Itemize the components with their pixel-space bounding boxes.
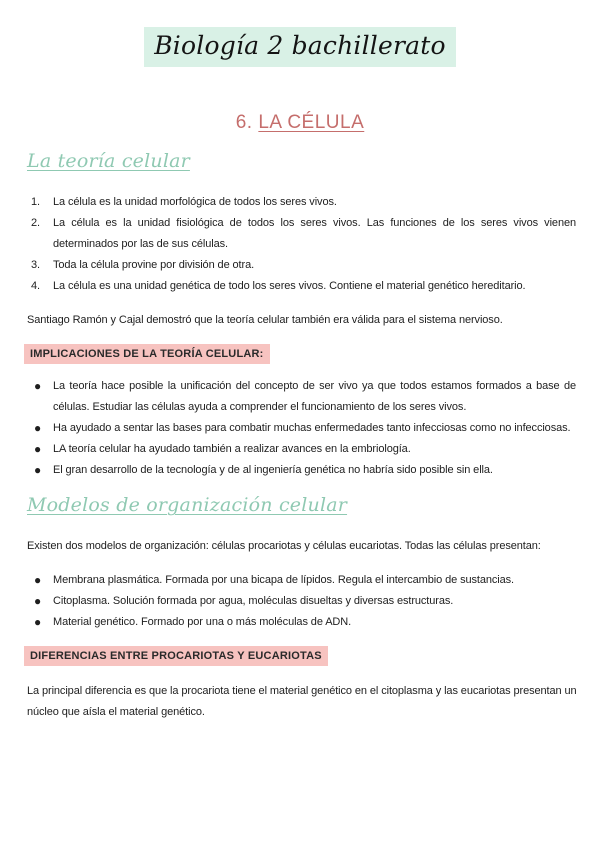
section-heading-modelos: Modelos de organización celular — [27, 494, 348, 516]
list-item-text: LA teoría celular ha ayudado también a realizar avances en la embriología. — [53, 443, 411, 455]
list-item-text: La célula es la unidad fisiológica de todos los seres vivos. Las funciones de los seres vivos vienen determinados por las de sus células. — [53, 217, 576, 250]
document-title-container — [0, 27, 600, 67]
bullet-icon: ● — [34, 442, 42, 456]
list-item — [31, 255, 576, 276]
modelos-intro: Existen dos modelos de organización: células procariotas y células eucariotas. Todas las células presentan: — [27, 540, 541, 552]
list-item — [31, 213, 576, 255]
bullet-icon: ● — [34, 421, 42, 435]
list-number: 1. — [31, 196, 40, 208]
list-item — [31, 376, 576, 418]
bullet-icon: ● — [34, 463, 42, 477]
teoria-celular-list — [31, 192, 576, 297]
bullet-icon: ● — [34, 615, 42, 629]
list-item — [31, 591, 576, 612]
unit-name: LA CÉLULA — [258, 112, 365, 133]
list-item-text: Citoplasma. Solución formada por agua, moléculas disueltas y diversas estructuras. — [53, 595, 454, 607]
implicaciones-badge: IMPLICACIONES DE LA TEORÍA CELULAR: — [24, 344, 270, 364]
list-item — [31, 570, 576, 591]
list-item — [31, 439, 576, 460]
list-item-text: La teoría hace posible la unificación del concepto de ser vivo ya que todos estamos formados a base de células. Estudiar las células ayuda a comprender el funcionamiento de los seres vivos. — [53, 380, 576, 413]
list-item-text: Membrana plasmática. Formada por una bicapa de lípidos. Regula el intercambio de sustancias. — [53, 574, 514, 586]
bullet-icon: ● — [34, 573, 42, 587]
cajal-note: Santiago Ramón y Cajal demostró que la teoría celular también era válida para el sistema nervioso. — [27, 314, 503, 326]
list-item-text: Material genético. Formado por una o más moléculas de ADN. — [53, 616, 352, 628]
list-item — [31, 192, 576, 213]
list-number: 4. — [31, 280, 40, 292]
list-item-text: Toda la célula provine por división de otra. — [53, 259, 255, 271]
list-item-text: La célula es la unidad morfológica de todos los seres vivos. — [53, 196, 337, 208]
list-item-text: Ha ayudado a sentar las bases para combatir muchas enfermedades tanto infecciosas como no infecciosas. — [53, 422, 571, 434]
list-item — [31, 276, 576, 297]
estructuras-list — [31, 570, 576, 633]
list-item — [31, 460, 576, 481]
list-number: 3. — [31, 259, 40, 271]
diferencias-text: La principal diferencia es que la procariota tiene el material genético en el citoplasma y las eucariotas presentan un núcleo que aísla el material genético. — [27, 685, 577, 718]
list-item-text: El gran desarrollo de la tecnología y de al ingeniería genética no habría sido posible sin ella. — [53, 464, 493, 476]
diferencias-badge: DIFERENCIAS ENTRE PROCARIOTAS Y EUCARIOTAS — [24, 646, 328, 666]
unit-title — [0, 112, 600, 134]
unit-number: 6. — [235, 112, 253, 133]
list-item-text: La célula es una unidad genética de todo los seres vivos. Contiene el material genético hereditario. — [53, 280, 526, 292]
list-number: 2. — [31, 217, 40, 229]
bullet-icon: ● — [34, 379, 42, 393]
bullet-icon: ● — [34, 594, 42, 608]
list-item — [31, 418, 576, 439]
list-item — [31, 612, 576, 633]
section-heading-teoria-celular: La teoría celular — [27, 150, 190, 172]
implicaciones-list — [31, 376, 576, 481]
document-title: Biología 2 bachillerato — [144, 27, 456, 67]
